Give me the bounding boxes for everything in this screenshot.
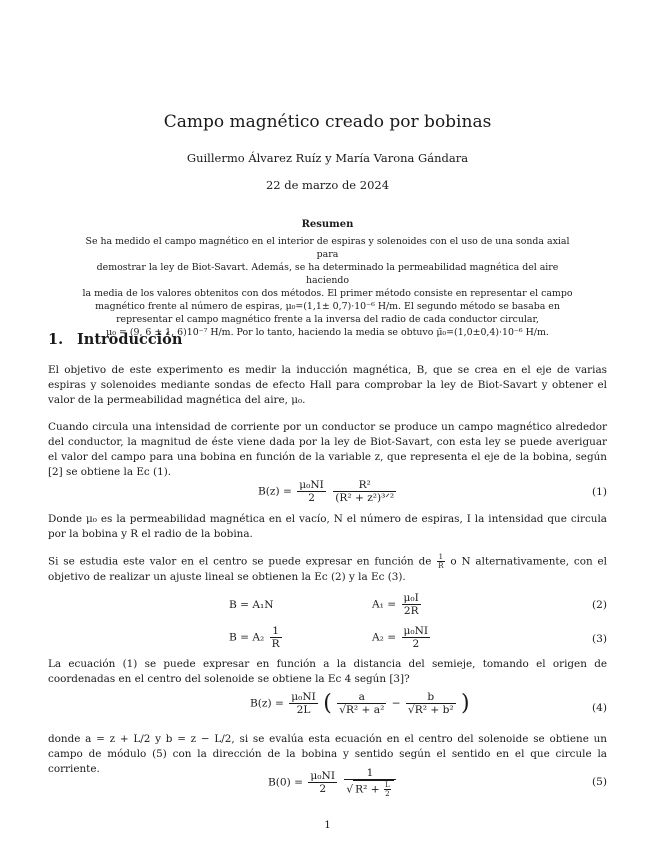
- eq3-num: 1: [272, 625, 280, 637]
- section-heading: [48, 331, 182, 348]
- inline-frac-num: 1: [438, 553, 444, 561]
- eq5-num2: 1: [366, 767, 374, 779]
- paper-title: Campo magnético creado por bobinas: [163, 112, 492, 132]
- eq4-b: b: [427, 691, 435, 703]
- eq4-bden: √R² + b²: [408, 704, 454, 716]
- eq4-close-paren: ): [461, 691, 470, 716]
- eq4-aden: √R² + a²: [339, 704, 385, 716]
- paper-date: 22 de marzo de 2024: [265, 178, 390, 192]
- eq3-right-fraction: [402, 625, 431, 650]
- equation-number-2: (2): [591, 599, 607, 611]
- eq1-lhs: B(z) =: [258, 485, 292, 498]
- equation-2-left: B = A₁N: [229, 599, 274, 611]
- eq1-fraction-2: [333, 479, 396, 504]
- eq5-den2-wrap: √ R² + $\frac{L}{2}$: [344, 779, 395, 798]
- abstract-line: μ₀ = (9, 6 ± 1, 6)10⁻⁷ H/m. Por lo tanto, haciendo la media se obtuvo μ̄₀=(1,0±0,4)·10⁻⁶ H/m.: [106, 327, 549, 338]
- eq1-num2: R²: [358, 479, 371, 491]
- section-number: 1.: [48, 331, 64, 348]
- paragraph-semiaxis: La ecuación (1) se puede expresar en función a la distancia del semieje, tomando el origen de coordenadas en el centro del solenoide se obtiene la Ec 4 según [3]?: [48, 658, 607, 685]
- eq3-left-lhs: B = A₂: [229, 631, 265, 644]
- eq3-rden: 2: [402, 637, 431, 650]
- eq5-fraction-2: [344, 767, 395, 798]
- equation-3-left: [229, 625, 284, 650]
- eq3-right-lhs: A₂ =: [372, 631, 397, 644]
- abstract-heading: Resumen: [301, 219, 354, 230]
- eq3-den: R: [271, 638, 280, 650]
- equation-number-4: (4): [591, 702, 607, 714]
- eq3-rnum: μ₀NI: [403, 625, 429, 637]
- eq2-right-lhs: A₁ =: [372, 598, 397, 611]
- section-title: Introducción: [77, 331, 183, 348]
- equation-3-right: [372, 625, 432, 650]
- eq2-fraction: [402, 592, 421, 617]
- equation-5: [268, 767, 398, 798]
- eq4-open-paren: (: [323, 691, 332, 716]
- eq5-frac-den: 2: [385, 790, 390, 798]
- eq4-a: a: [358, 691, 365, 703]
- eq4-den: 2L: [289, 703, 318, 716]
- page-number: 1: [324, 819, 331, 831]
- inline-frac-den: R: [438, 562, 444, 570]
- equation-4: [250, 691, 470, 716]
- eq5-lhs: B(0) =: [268, 776, 304, 789]
- eq1-den: 2: [297, 491, 326, 504]
- eq1-den2: (R² + z²)³ᐟ²: [335, 492, 395, 504]
- abstract-line: la media de los valores obtenitos con dos métodos. El primer método consiste en representar el campo: [82, 288, 573, 299]
- equation-1: [258, 479, 398, 504]
- eq3-fraction: [270, 625, 282, 650]
- eq4-fraction: [289, 691, 318, 716]
- paragraph-center-evaluation: donde a = z + L/2 y b = z − L/2, si se evalúa esta ecuación en el centro del solenoide se obtiene un campo de módulo (5) con la dirección de la bobina y sentido según el sentido en el que circule la corriente.: [48, 733, 607, 775]
- equation-number-1: (1): [591, 486, 607, 498]
- author-list: Guillermo Álvarez Ruíz y María Varona Gándara: [186, 151, 469, 165]
- eq4-minus: −: [391, 697, 401, 710]
- abstract-line: magnético frente al número de espiras, μ₀=(1,1± 0,7)·10⁻⁶ H/m. El segundo método se basaba en: [95, 301, 560, 312]
- eq2-num: μ₀I: [403, 592, 419, 604]
- eq4-fraction-a: [337, 691, 386, 716]
- eq5-frac-num: L: [385, 781, 390, 789]
- eq5-fraction: [308, 770, 337, 795]
- eq4-fraction-b: [406, 691, 456, 716]
- eq5-radicand: [353, 780, 394, 798]
- p4-text-a: Si se estudia este valor en el centro se puede expresar en función de: [48, 555, 432, 568]
- abstract-line: Se ha medido el campo magnético en el interior de espiras y solenoides con el uso de una sonda axial para: [85, 236, 570, 260]
- paragraph-center-field: [48, 553, 607, 585]
- inline-fraction: [437, 553, 444, 570]
- paragraph-definitions: Donde μ₀ es la permeabilidad magnética en el vacío, N el número de espiras, I la intensidad que circula por la bobina y R el radio de la bobina.: [48, 513, 607, 540]
- eq2-den: 2R: [402, 604, 421, 617]
- paragraph-biot-savart: Cuando circula una intensidad de corriente por un conductor se produce un campo magnético alrededor del conductor, la magnitud de éste viene dada por la ley de Biot-Savart, con esta ley se puede averiguar el valor del campo para una bobina en función de la variable z, que representa el eje de la bobina, según [2] se obtiene la Ec (1).: [48, 421, 607, 478]
- eq5-den2: R² +: [355, 783, 380, 796]
- equation-number-5: (5): [591, 776, 607, 788]
- equation-2-right: [372, 592, 423, 617]
- eq5-small-fraction: [384, 781, 391, 798]
- abstract-line: demostrar la ley de Biot-Savart. Además, se ha determinado la permeabilidad magnética del aire haciendo: [96, 262, 559, 286]
- paragraph-objective: El objetivo de este experimento es medir la inducción magnética, B, que se crea en el eje de varias espiras y solenoides mediante sondas de efecto Hall para comprobar la ley de Biot-Savart y obtener el valor de la permeabilidad magnética del aire, μ₀.: [48, 364, 607, 406]
- eq5-num: μ₀NI: [310, 770, 336, 782]
- abstract-line: representar el campo magnético frente a la inversa del radio de cada conductor circular,: [116, 314, 539, 325]
- eq4-num: μ₀NI: [291, 691, 316, 703]
- equation-number-3: (3): [591, 633, 607, 645]
- eq4-lhs: B(z) =: [250, 697, 284, 710]
- eq1-num: μ₀NI: [299, 479, 324, 491]
- eq5-den: 2: [308, 782, 337, 795]
- abstract-body: [76, 235, 579, 339]
- p4-text-b: o N alternativamente, con el objetivo de realizar un ajuste lineal se obtienen la Ec (2) y la Ec (3).: [48, 555, 607, 583]
- eq1-fraction-1: [297, 479, 326, 504]
